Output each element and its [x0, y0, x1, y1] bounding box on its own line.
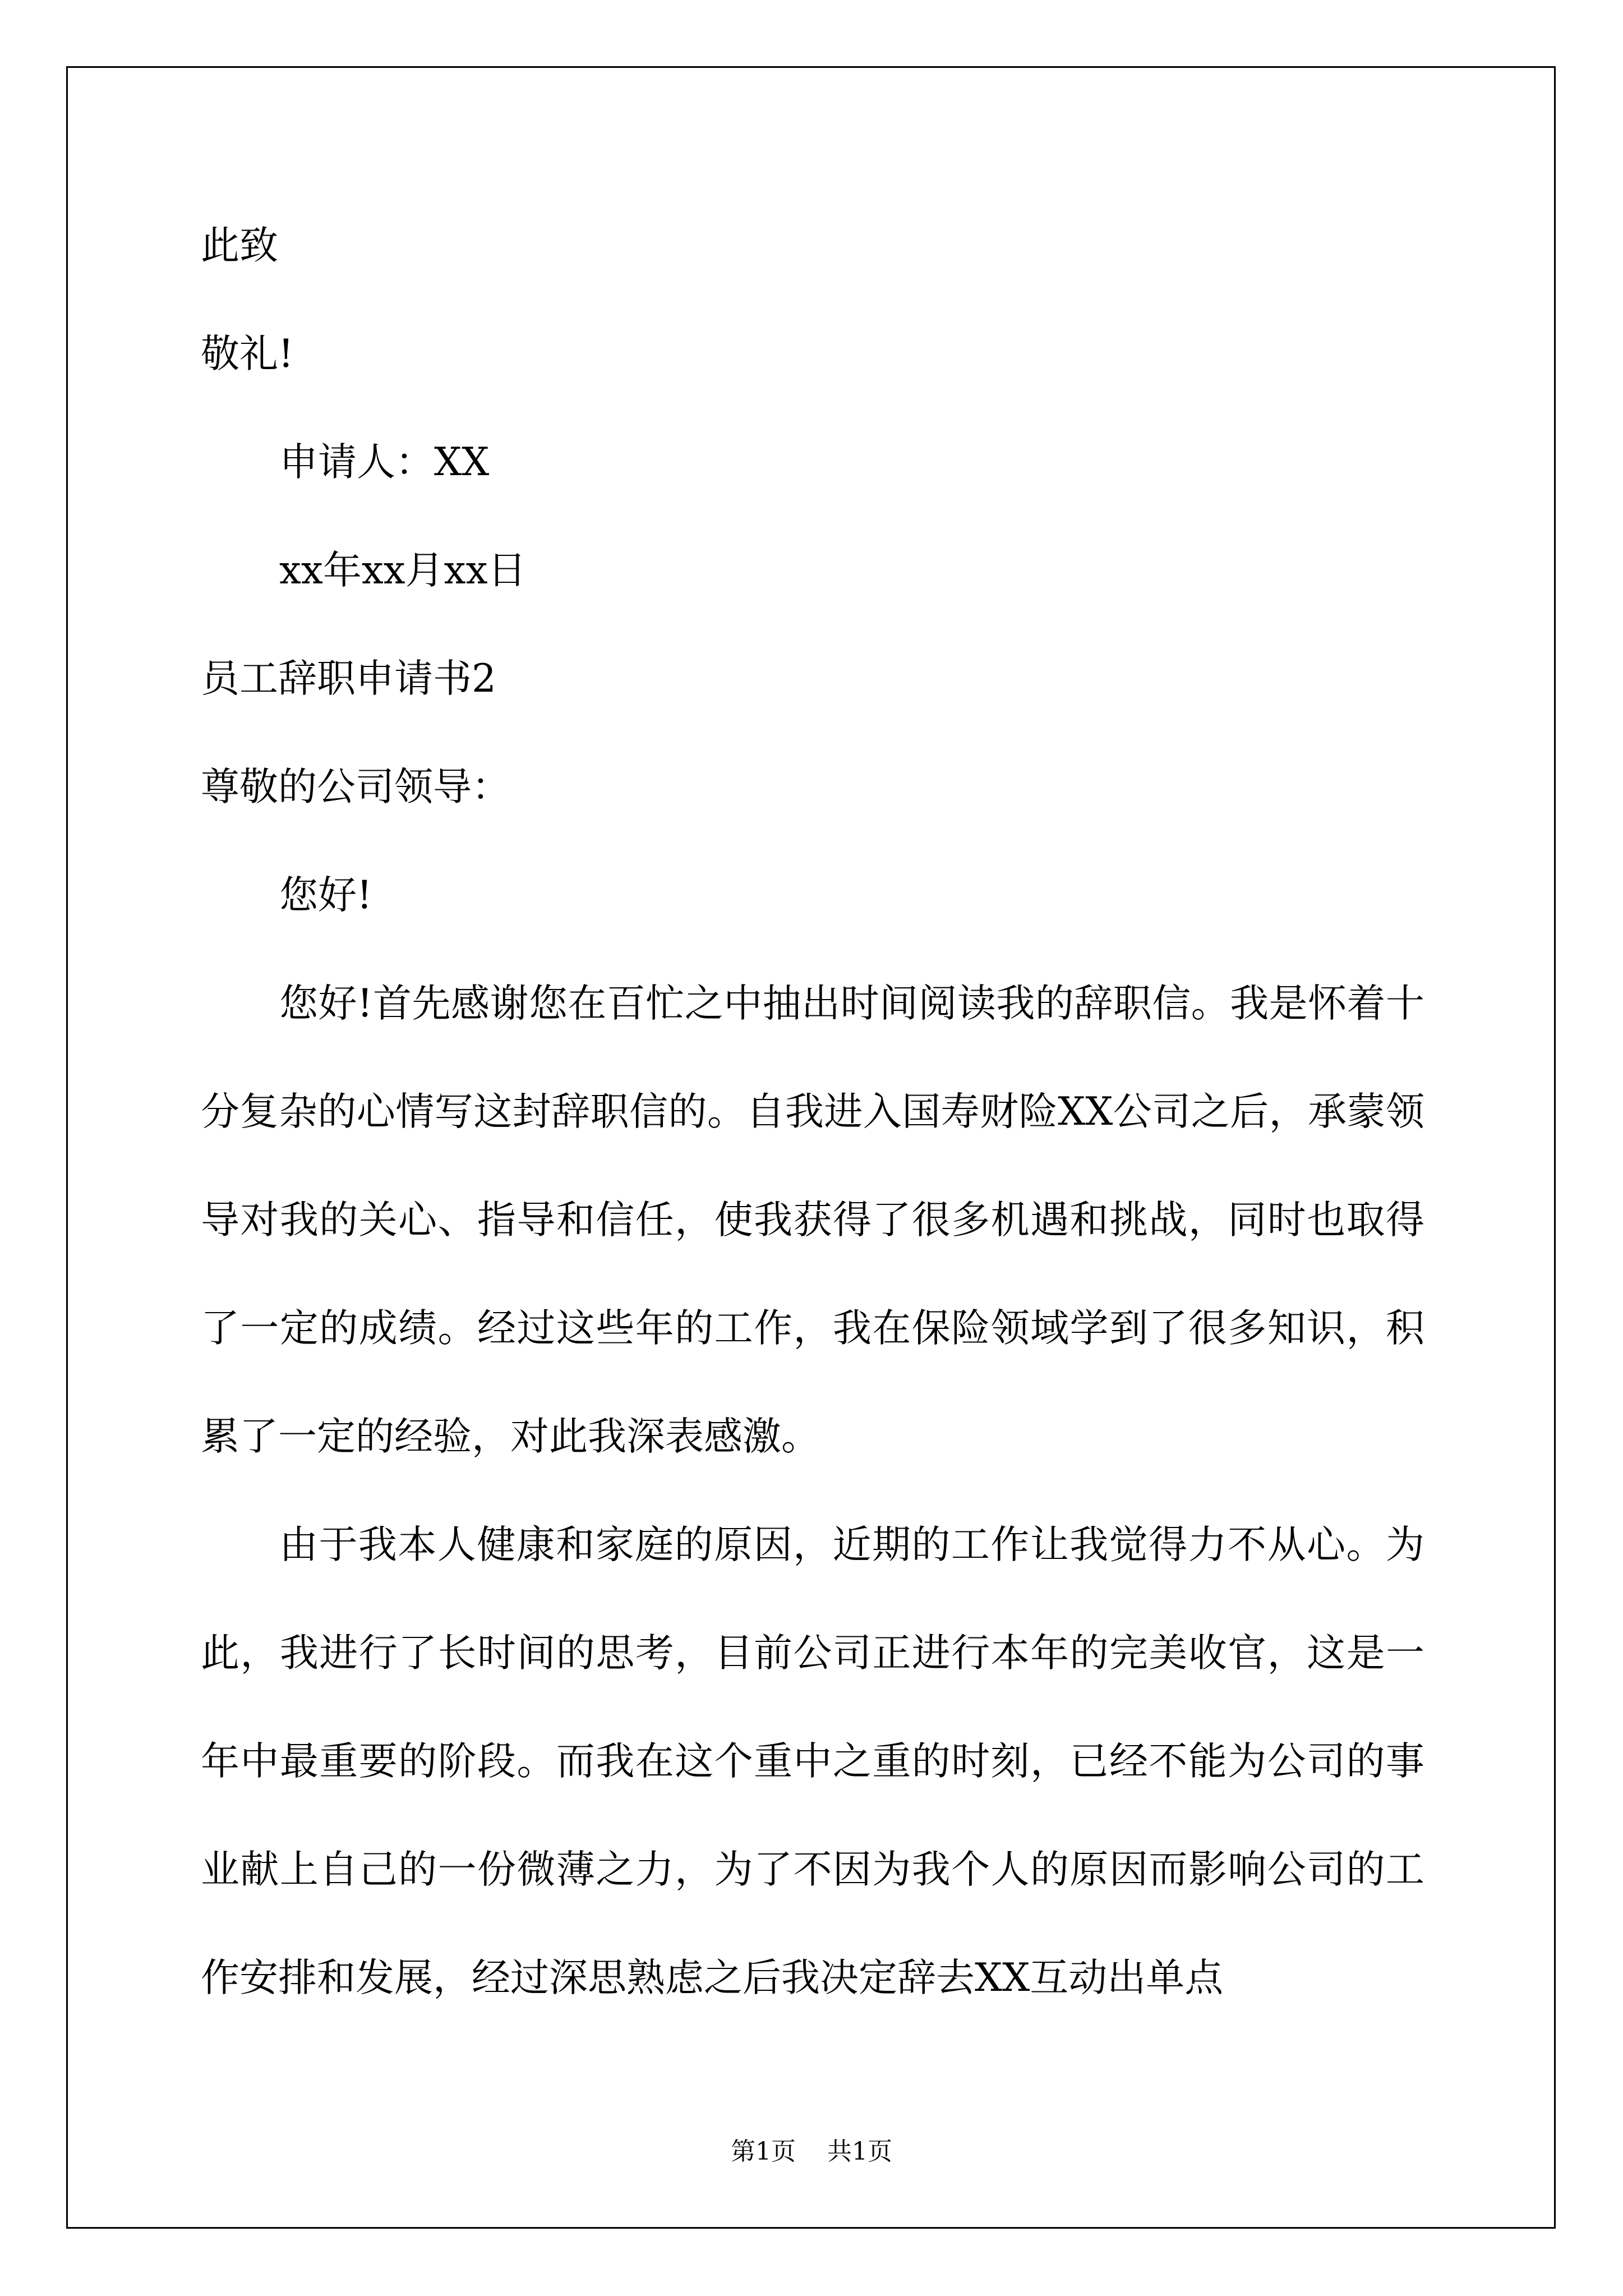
closing-line-2: 敬礼!: [201, 332, 294, 376]
body-paragraph-1: 您好!首先感谢您在百忙之中抽出时间阅读我的辞职信。我是怀着十分复杂的心情写这封辞职信的。自我进入国寿财险XX公司之后，承蒙领导对我的关心、指导和信任，使我获得了很多机遇和挑战，同时也取得了一定的成绩。经过这些年的工作，我在保险领域学到了很多知识，积累了一定的经验，对此我深表感激。: [201, 981, 1424, 1459]
page-number-label: 第1页: [731, 2137, 796, 2166]
closing-line-1: 此致: [201, 223, 278, 268]
body-paragraph-2: 由于我本人健康和家庭的原因，近期的工作让我觉得力不从心。为此，我进行了长时间的思考，目前公司正进行本年的完美收官，这是一年中最重要的阶段。而我在这个重中之重的时刻，已经不能为公司的事业献上自己的一份微薄之力，为了不因为我个人的原因而影响公司的工作安排和发展，经过深思熟虑之后我决定辞去XX互动出单点: [201, 1522, 1424, 2000]
date-line: xx年xx月xx日: [279, 548, 527, 593]
applicant-line: 申请人：XX: [279, 440, 490, 485]
document-body: [201, 220, 1424, 2032]
salutation-line: 尊敬的公司领导：: [201, 765, 510, 809]
page-footer: [0, 2136, 1623, 2168]
section-title: 员工辞职申请书2: [201, 656, 496, 701]
greeting-line: 您好!: [279, 873, 372, 918]
total-pages-label: 共1页: [827, 2137, 892, 2166]
